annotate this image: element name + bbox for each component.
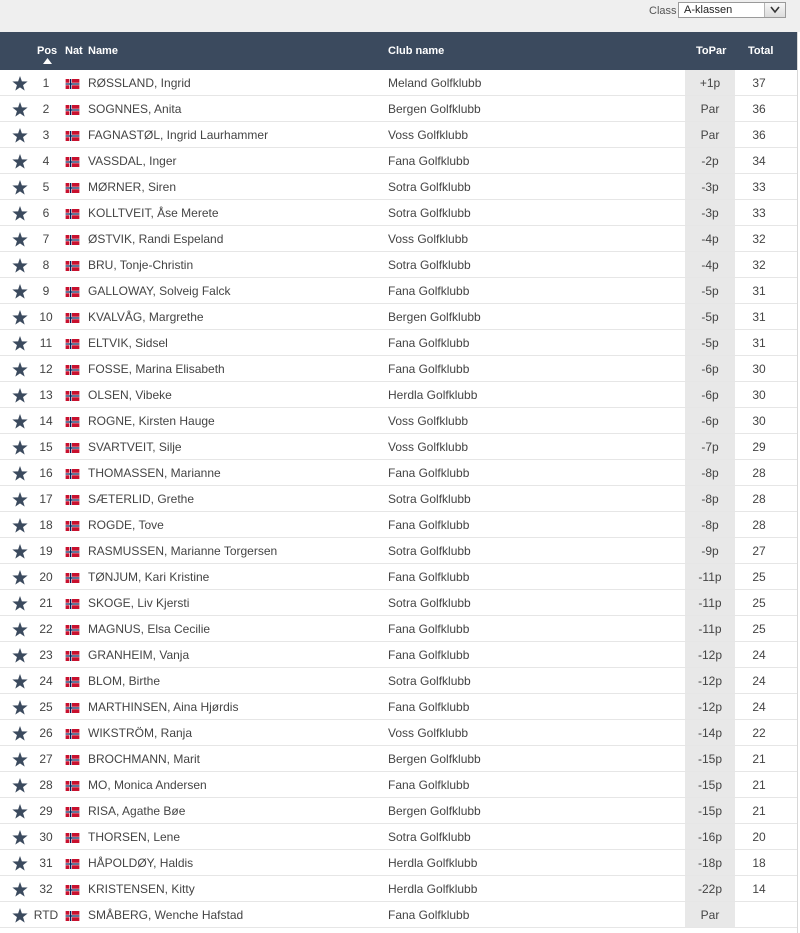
row-pos: 13 <box>39 388 53 402</box>
star-icon[interactable] <box>12 804 28 819</box>
row-club: Sotra Golfklubb <box>388 180 471 194</box>
norway-flag-icon <box>64 807 81 817</box>
table-row[interactable] <box>0 668 798 694</box>
row-club: Herdla Golfklubb <box>388 856 478 870</box>
norway-flag-icon <box>64 729 81 739</box>
table-row[interactable] <box>0 616 798 642</box>
star-icon[interactable] <box>12 856 28 871</box>
row-club: Fana Golfklubb <box>388 154 470 168</box>
norway-flag-icon <box>64 131 81 141</box>
table-row[interactable] <box>0 460 798 486</box>
star-icon[interactable] <box>12 674 28 689</box>
class-select[interactable] <box>678 2 786 18</box>
star-icon[interactable] <box>12 726 28 741</box>
row-name[interactable]: BRU, Tonje-Christin <box>88 258 194 272</box>
row-total: 25 <box>752 622 766 636</box>
row-total: 31 <box>752 310 766 324</box>
norway-flag-icon <box>64 781 81 791</box>
row-topar: -4p <box>685 252 735 277</box>
row-pos: 25 <box>39 700 53 714</box>
row-club: Sotra Golfklubb <box>388 674 471 688</box>
table-row[interactable] <box>0 746 798 772</box>
table-row[interactable] <box>0 772 798 798</box>
row-topar: -4p <box>685 226 735 251</box>
norway-flag-icon <box>64 495 81 505</box>
row-name[interactable]: ØSTVIK, Randi Espeland <box>88 232 224 246</box>
norway-flag-icon <box>64 313 81 323</box>
star-icon[interactable] <box>12 752 28 767</box>
row-pos: 21 <box>39 596 53 610</box>
row-name[interactable]: RISA, Agathe Bøe <box>88 804 186 818</box>
table-row[interactable] <box>0 538 798 564</box>
table-border <box>797 32 798 933</box>
row-pos: 27 <box>39 752 53 766</box>
row-pos: 30 <box>39 830 53 844</box>
row-topar: -11p <box>685 616 735 641</box>
star-icon[interactable] <box>12 310 28 325</box>
table-row[interactable] <box>0 122 798 148</box>
results-table <box>0 70 798 928</box>
row-pos: 31 <box>39 856 53 870</box>
row-name[interactable]: FAGNASTØL, Ingrid Laurhammer <box>88 128 269 142</box>
row-topar: -12p <box>685 694 735 719</box>
row-pos: 24 <box>39 674 53 688</box>
row-total: 30 <box>752 414 766 428</box>
row-club: Fana Golfklubb <box>388 336 470 350</box>
row-topar: -22p <box>685 876 735 901</box>
row-club: Voss Golfklubb <box>388 440 469 454</box>
star-icon[interactable] <box>12 336 28 351</box>
row-topar: -5p <box>685 304 735 329</box>
row-name[interactable]: THORSEN, Lene <box>88 830 181 844</box>
row-total: 21 <box>752 804 766 818</box>
row-club: Sotra Golfklubb <box>388 830 471 844</box>
norway-flag-icon <box>64 443 81 453</box>
row-name[interactable]: SÆTERLID, Grethe <box>88 492 195 506</box>
row-pos: 3 <box>42 128 50 142</box>
table-row[interactable] <box>0 590 798 616</box>
row-pos: 15 <box>39 440 53 454</box>
table-row[interactable] <box>0 174 798 200</box>
star-icon[interactable] <box>12 830 28 845</box>
row-name[interactable]: ROGDE, Tove <box>88 518 164 532</box>
row-club: Sotra Golfklubb <box>388 544 471 558</box>
header-name[interactable]: Name <box>88 45 118 57</box>
row-club: Bergen Golfklubb <box>388 752 481 766</box>
table-row[interactable] <box>0 798 798 824</box>
row-club: Fana Golfklubb <box>388 908 470 922</box>
norway-flag-icon <box>64 79 81 89</box>
norway-flag-icon <box>64 339 81 349</box>
norway-flag-icon <box>64 859 81 869</box>
table-row[interactable] <box>0 200 798 226</box>
norway-flag-icon <box>64 261 81 271</box>
star-icon[interactable] <box>12 414 28 429</box>
row-total: 21 <box>752 778 766 792</box>
table-row[interactable] <box>0 642 798 668</box>
norway-flag-icon <box>64 235 81 245</box>
star-icon[interactable] <box>12 102 28 117</box>
row-topar: -6p <box>685 356 735 381</box>
row-name[interactable]: THOMASSEN, Marianne <box>88 466 221 480</box>
row-total: 28 <box>752 466 766 480</box>
row-topar: -15p <box>685 746 735 771</box>
row-pos: 10 <box>39 310 53 324</box>
star-icon[interactable] <box>12 284 28 299</box>
header-topar[interactable]: ToPar <box>696 45 727 57</box>
norway-flag-icon <box>64 417 81 427</box>
norway-flag-icon <box>64 625 81 635</box>
row-pos: 23 <box>39 648 53 662</box>
row-total: 14 <box>752 882 766 896</box>
table-row[interactable] <box>0 356 798 382</box>
row-topar: +1p <box>685 70 735 95</box>
row-pos: 1 <box>42 76 50 90</box>
table-row[interactable] <box>0 96 798 122</box>
row-total: 29 <box>752 440 766 454</box>
row-total: 36 <box>752 128 766 142</box>
row-pos: 28 <box>39 778 53 792</box>
row-total: 34 <box>752 154 766 168</box>
table-row[interactable] <box>0 408 798 434</box>
table-row[interactable] <box>0 434 798 460</box>
row-name[interactable]: SMÅBERG, Wenche Hafstad <box>88 908 244 922</box>
row-pos: 26 <box>39 726 53 740</box>
row-name[interactable]: GALLOWAY, Solveig Falck <box>88 284 231 298</box>
row-pos: 8 <box>42 258 50 272</box>
norway-flag-icon <box>64 469 81 479</box>
row-pos: 9 <box>42 284 50 298</box>
row-total: 33 <box>752 180 766 194</box>
row-topar: -8p <box>685 460 735 485</box>
row-total: 31 <box>752 336 766 350</box>
star-icon[interactable] <box>12 700 28 715</box>
row-name[interactable]: SOGNNES, Anita <box>88 102 182 116</box>
table-row[interactable] <box>0 512 798 538</box>
star-icon[interactable] <box>12 778 28 793</box>
row-topar: -15p <box>685 772 735 797</box>
row-name[interactable]: VASSDAL, Inger <box>88 154 177 168</box>
row-total: 24 <box>752 674 766 688</box>
chevron-down-icon <box>770 6 780 14</box>
row-name[interactable]: MØRNER, Siren <box>88 180 177 194</box>
row-topar: -5p <box>685 330 735 355</box>
table-row[interactable] <box>0 902 798 928</box>
norway-flag-icon <box>64 521 81 531</box>
row-topar: -14p <box>685 720 735 745</box>
norway-flag-icon <box>64 547 81 557</box>
row-club: Voss Golfklubb <box>388 232 469 246</box>
row-topar: -3p <box>685 174 735 199</box>
star-icon[interactable] <box>12 76 28 91</box>
row-club: Bergen Golfklubb <box>388 804 481 818</box>
row-total: 33 <box>752 206 766 220</box>
norway-flag-icon <box>64 911 81 921</box>
row-club: Sotra Golfklubb <box>388 206 471 220</box>
table-row[interactable] <box>0 720 798 746</box>
row-topar: -2p <box>685 148 735 173</box>
table-row[interactable] <box>0 850 798 876</box>
norway-flag-icon <box>64 287 81 297</box>
row-name[interactable]: ROGNE, Kirsten Hauge <box>88 414 215 428</box>
row-club: Voss Golfklubb <box>388 414 469 428</box>
row-pos: 17 <box>39 492 53 506</box>
row-total: 32 <box>752 258 766 272</box>
row-total: 32 <box>752 232 766 246</box>
norway-flag-icon <box>64 703 81 713</box>
row-topar: -12p <box>685 668 735 693</box>
row-pos: 11 <box>39 336 53 350</box>
row-topar: -7p <box>685 434 735 459</box>
star-icon[interactable] <box>12 232 28 247</box>
row-name[interactable]: KRISTENSEN, Kitty <box>88 882 195 896</box>
norway-flag-icon <box>64 755 81 765</box>
row-club: Herdla Golfklubb <box>388 388 478 402</box>
row-topar: -18p <box>685 850 735 875</box>
row-club: Sotra Golfklubb <box>388 596 471 610</box>
row-pos: 5 <box>42 180 50 194</box>
table-row[interactable] <box>0 70 798 96</box>
row-club: Bergen Golfklubb <box>388 102 481 116</box>
row-club: Fana Golfklubb <box>388 362 470 376</box>
row-pos: 20 <box>39 570 53 584</box>
table-row[interactable] <box>0 382 798 408</box>
row-topar: Par <box>685 96 735 121</box>
star-icon[interactable] <box>12 258 28 273</box>
row-pos: 7 <box>42 232 50 246</box>
row-total: 31 <box>752 284 766 298</box>
star-icon[interactable] <box>12 180 28 195</box>
table-row[interactable] <box>0 694 798 720</box>
row-total: 24 <box>752 648 766 662</box>
row-name[interactable]: BLOM, Birthe <box>88 674 161 688</box>
row-topar: -16p <box>685 824 735 849</box>
row-total: 22 <box>752 726 766 740</box>
star-icon[interactable] <box>12 362 28 377</box>
row-club: Fana Golfklubb <box>388 648 470 662</box>
star-icon[interactable] <box>12 544 28 559</box>
row-total: 25 <box>752 570 766 584</box>
row-total: 36 <box>752 102 766 116</box>
row-topar: Par <box>685 122 735 147</box>
row-name[interactable]: MO, Monica Andersen <box>88 778 207 792</box>
row-name[interactable]: KVALVÅG, Margrethe <box>88 310 204 324</box>
row-topar: -12p <box>685 642 735 667</box>
row-name[interactable]: HÅPOLDØY, Haldis <box>88 856 194 870</box>
norway-flag-icon <box>64 391 81 401</box>
row-pos: 29 <box>39 804 53 818</box>
row-club: Voss Golfklubb <box>388 128 469 142</box>
header-total[interactable]: Total <box>748 45 774 57</box>
row-total: 25 <box>752 596 766 610</box>
table-row[interactable] <box>0 278 798 304</box>
row-topar: -8p <box>685 486 735 511</box>
row-pos: 4 <box>42 154 50 168</box>
row-name[interactable]: RASMUSSEN, Marianne Torgersen <box>88 544 278 558</box>
star-icon[interactable] <box>12 492 28 507</box>
star-icon[interactable] <box>12 518 28 533</box>
row-name[interactable]: KOLLTVEIT, Åse Merete <box>88 206 219 220</box>
row-club: Fana Golfklubb <box>388 700 470 714</box>
row-total: 37 <box>752 76 766 90</box>
row-pos: 18 <box>39 518 53 532</box>
table-row[interactable] <box>0 824 798 850</box>
row-club: Fana Golfklubb <box>388 518 470 532</box>
star-icon[interactable] <box>12 206 28 221</box>
row-topar: -6p <box>685 382 735 407</box>
row-pos: RTD <box>33 908 59 922</box>
star-icon[interactable] <box>12 154 28 169</box>
star-icon[interactable] <box>12 648 28 663</box>
row-name[interactable]: TØNJUM, Kari Kristine <box>88 570 210 584</box>
row-total: 28 <box>752 518 766 532</box>
row-topar: Par <box>685 902 735 927</box>
filter-bar <box>0 0 800 32</box>
star-icon[interactable] <box>12 908 28 923</box>
table-row[interactable] <box>0 304 798 330</box>
row-club: Fana Golfklubb <box>388 466 470 480</box>
star-icon[interactable] <box>12 596 28 611</box>
row-topar: -8p <box>685 512 735 537</box>
row-total: 30 <box>752 388 766 402</box>
row-club: Fana Golfklubb <box>388 778 470 792</box>
norway-flag-icon <box>64 599 81 609</box>
row-name[interactable]: GRANHEIM, Vanja <box>88 648 190 662</box>
row-pos: 32 <box>39 882 53 896</box>
row-name[interactable]: WIKSTRÖM, Ranja <box>88 726 193 740</box>
norway-flag-icon <box>64 157 81 167</box>
row-club: Voss Golfklubb <box>388 726 469 740</box>
row-topar: -3p <box>685 200 735 225</box>
header-pos[interactable]: Pos <box>37 45 58 57</box>
row-pos: 19 <box>39 544 53 558</box>
row-name[interactable]: RØSSLAND, Ingrid <box>88 76 191 90</box>
row-name[interactable]: FOSSE, Marina Elisabeth <box>88 362 225 376</box>
dropdown-button[interactable] <box>764 3 785 17</box>
table-header <box>0 32 798 70</box>
row-name[interactable]: MARTHINSEN, Aina Hjørdis <box>88 700 239 714</box>
row-total: 18 <box>752 856 766 870</box>
row-name[interactable]: OLSEN, Vibeke <box>88 388 172 402</box>
table-row[interactable] <box>0 252 798 278</box>
row-club: Fana Golfklubb <box>388 284 470 298</box>
row-club: Sotra Golfklubb <box>388 492 471 506</box>
norway-flag-icon <box>64 365 81 375</box>
row-club: Meland Golfklubb <box>388 76 482 90</box>
row-topar: -9p <box>685 538 735 563</box>
star-icon[interactable] <box>12 622 28 637</box>
class-label: Class <box>649 5 677 17</box>
row-club: Fana Golfklubb <box>388 570 470 584</box>
star-icon[interactable] <box>12 128 28 143</box>
row-club: Herdla Golfklubb <box>388 882 478 896</box>
row-topar: -11p <box>685 590 735 615</box>
row-name[interactable]: BROCHMANN, Marit <box>88 752 201 766</box>
table-row[interactable] <box>0 226 798 252</box>
norway-flag-icon <box>64 105 81 115</box>
row-pos: 12 <box>39 362 53 376</box>
row-name[interactable]: ELTVIK, Sidsel <box>88 336 168 350</box>
class-select-value: A-klassen <box>684 4 733 16</box>
norway-flag-icon <box>64 573 81 583</box>
table-row[interactable] <box>0 876 798 902</box>
row-pos: 22 <box>39 622 53 636</box>
table-row[interactable] <box>0 330 798 356</box>
row-club: Fana Golfklubb <box>388 622 470 636</box>
row-topar: -6p <box>685 408 735 433</box>
row-club: Bergen Golfklubb <box>388 310 481 324</box>
star-icon[interactable] <box>12 440 28 455</box>
row-total: 21 <box>752 752 766 766</box>
row-pos: 14 <box>39 414 53 428</box>
sort-ascending-icon <box>43 58 52 64</box>
row-pos: 6 <box>42 206 50 220</box>
table-row[interactable] <box>0 486 798 512</box>
star-icon[interactable] <box>12 388 28 403</box>
row-name[interactable]: MAGNUS, Elsa Cecilie <box>88 622 211 636</box>
star-icon[interactable] <box>12 882 28 897</box>
header-club[interactable]: Club name <box>388 45 445 57</box>
norway-flag-icon <box>64 209 81 219</box>
row-total: 24 <box>752 700 766 714</box>
row-topar: -15p <box>685 798 735 823</box>
table-row[interactable] <box>0 148 798 174</box>
row-total: 20 <box>752 830 766 844</box>
row-pos: 16 <box>39 466 53 480</box>
row-total: 28 <box>752 492 766 506</box>
row-name[interactable]: SVARTVEIT, Silje <box>88 440 182 454</box>
norway-flag-icon <box>64 833 81 843</box>
row-name[interactable]: SKOGE, Liv Kjersti <box>88 596 190 610</box>
row-topar: -11p <box>685 564 735 589</box>
row-total: 30 <box>752 362 766 376</box>
row-topar: -5p <box>685 278 735 303</box>
header-nat[interactable]: Nat <box>65 45 83 57</box>
norway-flag-icon <box>64 651 81 661</box>
star-icon[interactable] <box>12 570 28 585</box>
row-total: 27 <box>752 544 766 558</box>
norway-flag-icon <box>64 885 81 895</box>
norway-flag-icon <box>64 677 81 687</box>
star-icon[interactable] <box>12 466 28 481</box>
row-club: Sotra Golfklubb <box>388 258 471 272</box>
norway-flag-icon <box>64 183 81 193</box>
table-row[interactable] <box>0 564 798 590</box>
row-pos: 2 <box>42 102 50 116</box>
